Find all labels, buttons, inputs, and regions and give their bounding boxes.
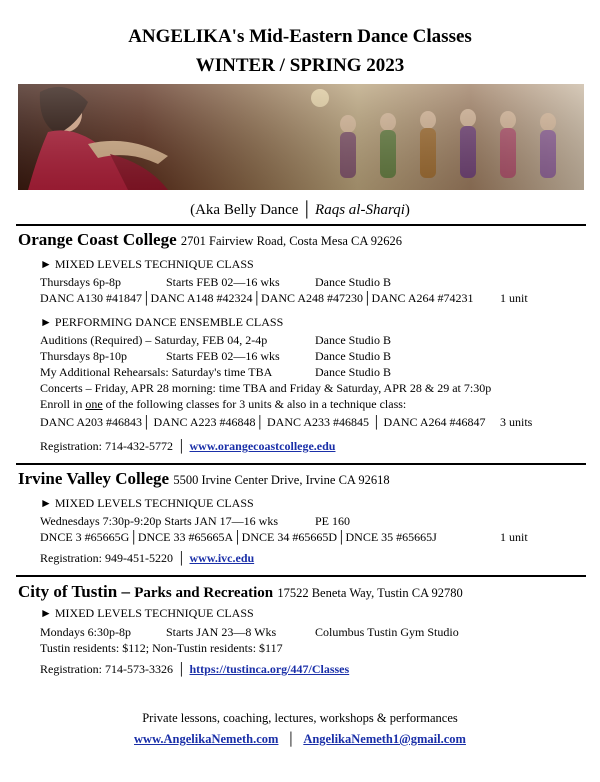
occ-auditions-room: Dance Studio B — [315, 333, 391, 347]
occ-ensemble-starts: Starts FEB 02—16 wks — [166, 349, 280, 363]
ivc-registration: Registration: 949-451-5220 │ www.ivc.edu — [40, 551, 255, 565]
occ-ensemble-heading: ► PERFORMING DANCE ENSEMBLE CLASS — [40, 315, 284, 329]
arrow-icon: ► — [40, 315, 52, 329]
occ-name: Orange Coast College — [18, 230, 177, 249]
section-divider — [16, 463, 586, 465]
occ-concerts: Concerts – Friday, APR 28 morning: time TBA and Friday & Saturday, APR 28 & 29 at 7:30p — [40, 381, 492, 395]
arrow-icon: ► — [40, 496, 52, 510]
tustin-tech-heading: ► MIXED LEVELS TECHNIQUE CLASS — [40, 606, 254, 620]
occ-tech-codes: DANC A130 #41847│DANC A148 #42324│DANC A248 #47230│DANC A264 #74231 — [40, 291, 474, 305]
arrow-icon: ► — [40, 257, 52, 271]
occ-rehearsals-room: Dance Studio B — [315, 365, 391, 379]
aka-suffix: ) — [404, 202, 410, 218]
section-divider — [16, 575, 586, 577]
ivc-heading — [18, 469, 390, 489]
season-title: WINTER / SPRING 2023 — [195, 55, 405, 76]
aka-prefix: (Aka Belly Dance — [190, 202, 299, 218]
occ-tech-room: Dance Studio B — [315, 275, 391, 289]
tustin-subtitle: Parks and Recreation — [134, 585, 274, 601]
occ-website-link[interactable]: www.orangecoastcollege.edu — [189, 439, 336, 453]
occ-ensemble-room: Dance Studio B — [315, 349, 391, 363]
services-text: Private lessons, coaching, lectures, workshops & performances — [142, 711, 458, 725]
occ-ensemble-codes: DANC A203 #46843│ DANC A223 #46848│ DANC A233 #46845 │ DANC A264 #46847 — [40, 415, 486, 429]
personal-website-link[interactable]: www.AngelikaNemeth.com — [134, 732, 279, 746]
aka-separator: │ — [301, 202, 313, 218]
tustin-tech-starts: Starts JAN 23—8 Wks — [166, 625, 277, 639]
occ-tech-heading: ► MIXED LEVELS TECHNIQUE CLASS — [40, 257, 254, 271]
page-title: ANGELIKA's Mid-Eastern Dance Classes — [128, 26, 472, 47]
ivc-tech-day: Wednesdays 7:30p-9:20p Starts JAN 17—16 wks — [40, 514, 279, 528]
tustin-address: 17522 Beneta Way, Tustin CA 92780 — [277, 586, 463, 600]
occ-rehearsals: My Additional Rehearsals: Saturday's time TBA — [40, 365, 273, 379]
tustin-tech-day: Mondays 6:30p-8p — [40, 625, 131, 639]
tustin-tech-room: Columbus Tustin Gym Studio — [315, 625, 459, 639]
section-divider — [16, 224, 586, 226]
ivc-website-link[interactable]: www.ivc.edu — [189, 551, 255, 565]
occ-tech-units: 1 unit — [500, 291, 528, 305]
ivc-address: 5500 Irvine Center Drive, Irvine CA 92618 — [173, 473, 390, 487]
ivc-tech-codes: DNCE 3 #65665G│DNCE 33 #65665A│DNCE 34 #65665D│DNCE 35 #65665J — [40, 530, 437, 544]
occ-tech-day: Thursdays 6p-8p — [40, 275, 121, 289]
tustin-registration: Registration: 714-573-3326 │ https://tustinca.org/447/Classes — [40, 662, 350, 676]
contact-links: www.AngelikaNemeth.com │ AngelikaNemeth1@gmail.com — [134, 732, 466, 746]
aka-subtitle — [0, 202, 600, 219]
ivc-tech-room: PE 160 — [315, 514, 351, 528]
tustin-fees: Tustin residents: $112; Non-Tustin residents: $117 — [40, 641, 283, 655]
occ-heading — [18, 230, 402, 250]
tustin-name: City of Tustin — [18, 582, 118, 601]
email-link[interactable]: AngelikaNemeth1@gmail.com — [303, 732, 466, 746]
occ-enroll: Enroll in one of the following classes for 3 units & also in a technique class: — [40, 397, 407, 411]
ivc-tech-heading: ► MIXED LEVELS TECHNIQUE CLASS — [40, 496, 254, 510]
occ-ensemble-units: 3 units — [500, 415, 533, 429]
tustin-website-link[interactable]: https://tustinca.org/447/Classes — [189, 662, 350, 676]
occ-registration: Registration: 714-432-5772 │ www.orangecoastcollege.edu — [40, 439, 336, 453]
ivc-tech-units: 1 unit — [500, 530, 528, 544]
ivc-name: Irvine Valley College — [18, 469, 170, 488]
occ-address: 2701 Fairview Road, Costa Mesa CA 92626 — [180, 234, 403, 248]
dancers-banner-image — [18, 84, 584, 190]
occ-tech-starts: Starts FEB 02—16 wks — [166, 275, 280, 289]
aka-italic: Raqs al-Sharqi — [315, 202, 405, 218]
arrow-icon: ► — [40, 606, 52, 620]
occ-ensemble-day: Thursdays 8p-10p — [40, 349, 127, 363]
occ-auditions: Auditions (Required) – Saturday, FEB 04, 2-4p — [40, 333, 268, 347]
tustin-heading: City of Tustin – Parks and Recreation 17522 Beneta Way, Tustin CA 92780 — [18, 582, 463, 601]
